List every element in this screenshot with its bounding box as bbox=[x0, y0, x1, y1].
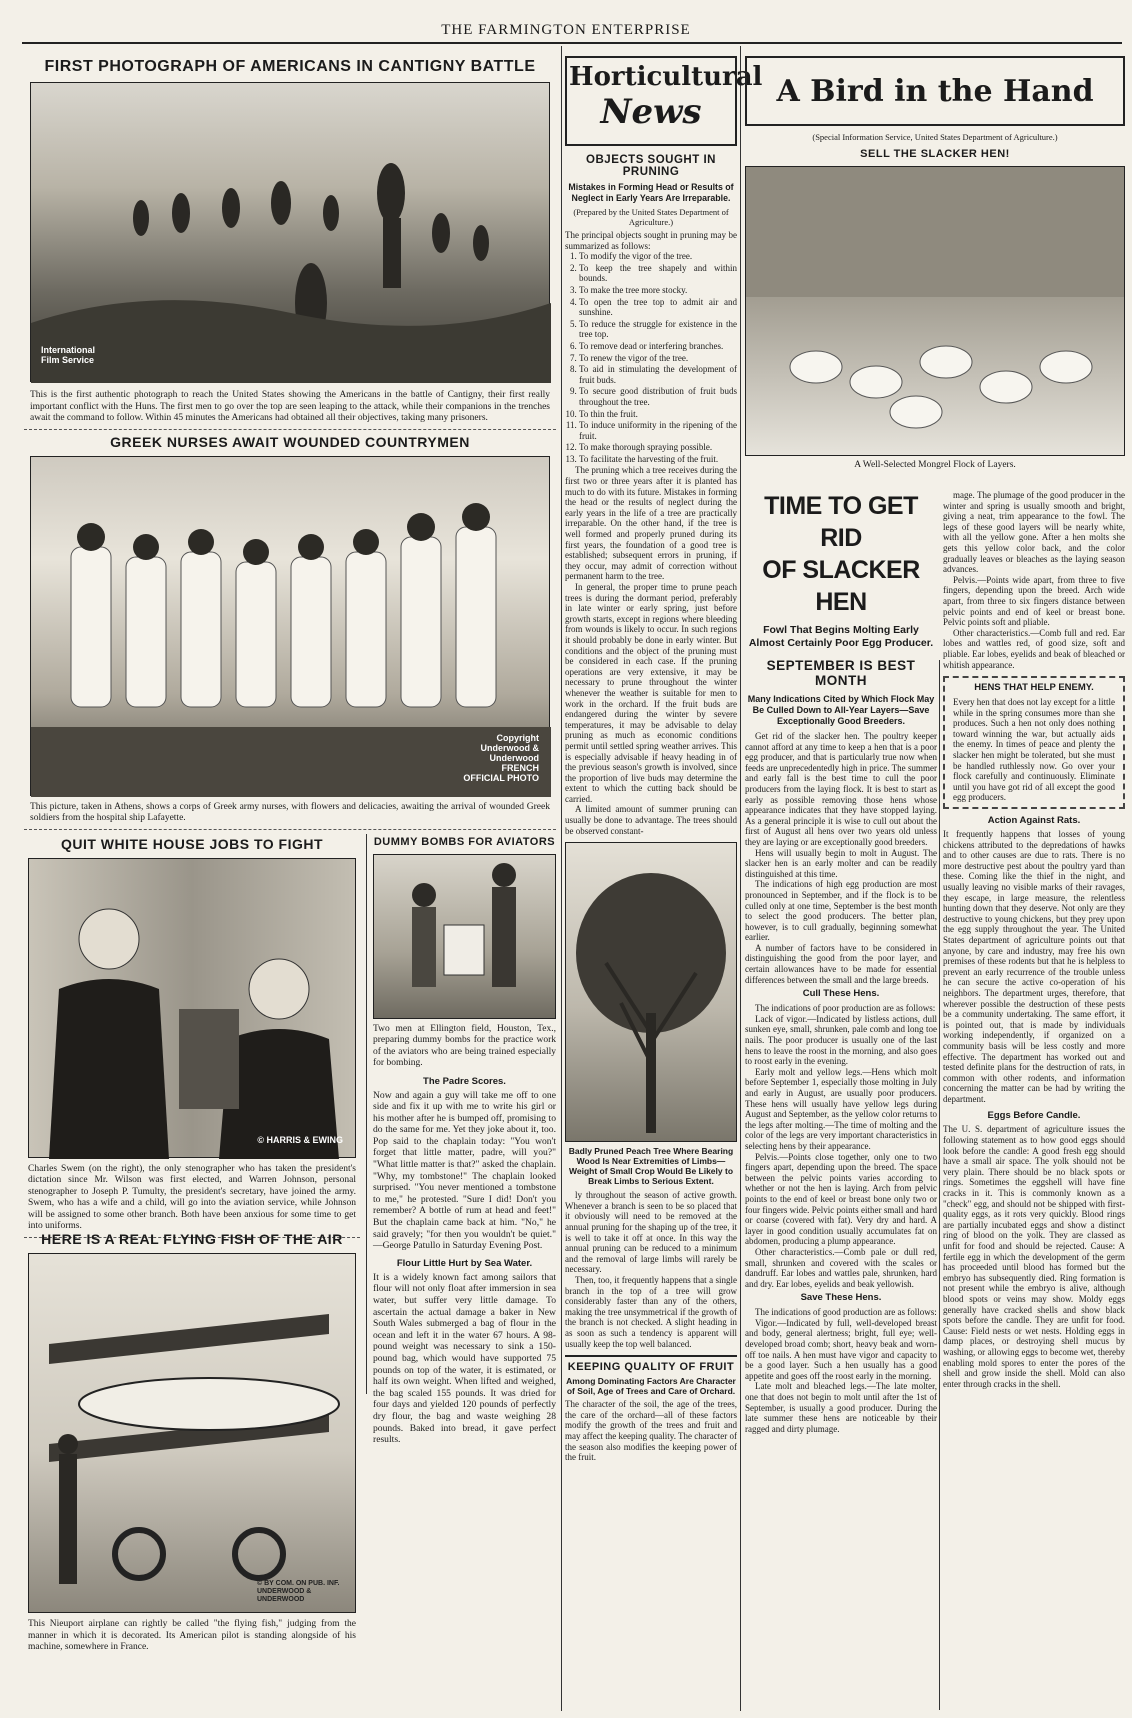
sell-slacker-headline: SELL THE SLACKER HEN! bbox=[860, 147, 1010, 160]
list-item: 13. To facilitate the harvesting of the fruit. bbox=[579, 454, 737, 465]
keeping-headline: KEEPING QUALITY OF FRUIT bbox=[567, 1361, 735, 1374]
paragraph: Lack of vigor.—Indicated by listless actions, dull sunken eye, small, shrunken, pale comb and long toe nails. The poor producer is usually one of the last hens to leave the roost in the morning, and also goes to roost early in the evening. bbox=[745, 1013, 937, 1067]
slacker-deck: Fowl That Begins Molting Early Almost Certainly Poor Egg Producer. bbox=[748, 624, 934, 649]
hens-illustration bbox=[746, 167, 1124, 457]
hen-flock-photo bbox=[745, 166, 1125, 456]
column-rule bbox=[939, 660, 940, 1710]
right-column bbox=[943, 490, 1125, 1710]
paragraph: A number of factors have to be considered in distinguishing the good from the poor layer, and certain allowances have to be made for essential differences between the small and the large breeds. bbox=[745, 942, 937, 985]
paragraph: Pelvis.—Points wide apart, from three to five fingers, depending upon the breed. Arch wide apart, from three to six fingers distance between pelvic points and end of keel or breast bone. Pelvic points soft and pliable. bbox=[943, 574, 1125, 628]
paragraph: Other characteristics.—Comb pale or dull red, small, shrunken and covered with the scales or dandruff. Ear lobes and wattles pale, shrunken, hard and dry. Ear lobes, eyelids and beak yellowish. bbox=[745, 1246, 937, 1289]
september-headline: SEPTEMBER IS BEST MONTH bbox=[766, 658, 916, 688]
paragraph: Then, too, it frequently happens that a single branch in the top of a tree will grow considerably faster than any of the others, making the tree unsymmetrical if the growth of the branch is not checked. A slight heading in as soon as such a tendency is apparent will usually keep the top well balanced. bbox=[565, 1275, 737, 1349]
padre-subhead: The Padre Scores. bbox=[423, 1075, 506, 1087]
airplane-photo bbox=[28, 1253, 356, 1613]
slacker-text bbox=[745, 731, 937, 1434]
rats-subhead: Action Against Rats. bbox=[987, 815, 1081, 827]
fish-headline: HERE IS A REAL FLYING FISH OF THE AIR bbox=[41, 1231, 343, 1247]
keeping-text: The character of the soil, the age of the trees, the care of the orchard—all of these factors modify the growth of the trees and fruit and may affect the keeping quality. The character of the season also modifies the keeping power of the fruit. bbox=[565, 1399, 738, 1463]
photo-section bbox=[24, 46, 556, 1711]
divider bbox=[565, 1355, 737, 1357]
paragraph: The indications of poor production are as follows: bbox=[755, 1003, 936, 1014]
keeping-deck: Among Dominating Factors Are Character of Soil, Age of Trees and Care of Orchard. bbox=[566, 1376, 736, 1397]
eggs-text: The U. S. department of agriculture issues the following statement as to how good eggs should look before the candle: A good fresh egg should have a small air space. The yolk should not be very plain. There should be no black spots or rings. Sometimes the eggshell will have fine cracks in it. This is commonly known as a "check" egg, and should not be shipped with first-quality eggs, as it rots very quickly. Blood rings are partially incubated eggs and show a distinct ring of blood on the yolk. They are classed as unfit for food and should be rejected. Cause: A fertile egg in which the development of the germ has proceeded until blood has formed but the embryo has subsequently died. Ring formation is not present while the embryo is alive, although blood spots or veins may show. Moldy eggs generally have cracked shells and show black spots before the candle. They are unfit for food. Cause: Field nests or wet nests. Holding eggs in damp places, or destroying shell mucus by washing, or allowing eggs to become wet, thereby enabling mold spores to enter the pores of the shell and grow inside the shell. Mold can also enter through cracks in the shell. bbox=[943, 1124, 1125, 1389]
fish-credit: © BY COM. ON PUB. INF. UNDERWOOD & UNDERWOOD bbox=[257, 1580, 340, 1603]
bird-service: (Special Information Service, United States Department of Agriculture.) bbox=[812, 132, 1058, 142]
list-item: 5. To reduce the struggle for existence in the tree top. bbox=[579, 319, 737, 340]
slacker-deck-2: Many Indications Cited by Which Flock May Be Culled Down to All-Year Layers—Save Exceptionally Good Breeders. bbox=[747, 694, 935, 726]
hens-help-enemy-box bbox=[943, 676, 1125, 809]
logo-word-news: News bbox=[600, 92, 702, 132]
paragraph: The indications of good production are as follows: bbox=[755, 1307, 937, 1318]
padre-text: Now and again a guy will take me off to one side and fix it up with me to write his girl or his mother after he is bumped off, promising to do the same for me. Yet they joke about it, too. Pop said to the chaplain today: "You won't forget that little matter, padre, will you?" "What little matter is that?" asked the chaplain. "Why, my tombstone!" The chaplain looked surprised. "You never mentioned a tombstone to me," he protested. "Sure I did! Don't you remember? A bottle of rum at head and feet!" But the chaplain came back at him. "No," he said gravely; "for then you wouldn't be quiet." —George Patullo in Saturday Evening Post. bbox=[373, 1089, 556, 1252]
rats-text: It frequently happens that losses of young chickens attributed to the depredations of hawks and to other causes are due to rats. There is no more destructive pest about the poultry yard than these. Coming like the thief in the night, and usually leaving no visible marks of their ravages, they escape, in large measure, the relentless hunting down that they deserve. Not only are they destructive to young chickens, but they prey upon the egg supply throughout the year. The United States department of agriculture points out that anyone, by care and industry, may free his own premises of these rodents but that he is helpless to prevent an early recurrence of the trouble unless he can secure the active co-operation of his neighbors. The department urges, therefore, that wherever possible the destruction of these pests be a community undertaking. The same effort, it is pointed out, that is made by individuals working independently, if organized on a community basis will be less costly and more effective. The department has worked out and tested definite plans for the destruction of rats, in common with other rodents, and information concerning the matter can be had by writing the department. bbox=[943, 829, 1125, 1104]
tree-illustration bbox=[566, 843, 736, 1143]
list-item: 7. To renew the vigor of the tree. bbox=[579, 353, 737, 364]
greek-credit: Copyright Underwood & Underwood FRENCH OFFICIAL PHOTO bbox=[463, 732, 539, 783]
list-item: 1. To modify the vigor of the tree. bbox=[579, 251, 737, 262]
airplane-illustration bbox=[29, 1254, 357, 1614]
cull-subhead: Cull These Hens. bbox=[802, 988, 880, 1000]
paragraph: Vigor.—Indicated by full, well-developed breast and body, general alertness; bright, full eye; well-developed broad comb; short, heavy beak and worn-off toe nails. A hen must have vigor and capacity to be a good layer. Such a hen usually has a good appetite and goes off the roost early in the morning. bbox=[745, 1317, 937, 1381]
list-item: 10. To thin the fruit. bbox=[579, 409, 737, 420]
bombs-story bbox=[366, 834, 556, 1446]
paragraph: Hens will usually begin to molt in August. The slacker hen is an early molter and can be readily distinguished at this time. bbox=[745, 847, 937, 879]
slacker-headline-line1: TIME TO GET RID bbox=[764, 492, 918, 552]
cantigny-photo bbox=[30, 82, 550, 382]
bird-headline: A Bird in the Hand bbox=[776, 73, 1094, 109]
slacker-headline-line2: OF SLACKER HEN bbox=[762, 556, 920, 616]
list-item: 4. To open the tree top to admit air and sunshine. bbox=[579, 297, 737, 318]
paragraph: Early molt and yellow legs.—Hens which molt before September 1, especially those molting in July and early in August, are usually poor producers. These hens will usually have yellow legs during August and September, as the yellow color returns to the legs after molting.—The time of molting and the color of the legs are very important characteristics in selecting hens by their appearance. bbox=[745, 1066, 937, 1151]
paragraph: A limited amount of summer pruning can usually be done to advantage. The trees should be observed constant- bbox=[565, 804, 737, 836]
greek-nurses-photo bbox=[30, 456, 550, 796]
box-headline: HENS THAT HELP ENEMY. bbox=[974, 682, 1094, 694]
slacker-text-continued bbox=[943, 490, 1125, 670]
paragraph: Get rid of the slacker hen. The poultry keeper cannot afford at any time to keep a hen that is a poor egg producer, and that is particularly true now when feeds are unprecedentedly high in price. The summer and early fall is the best time to cull the poor producers from the laying flock. It is best to start as early as possible removing those hens whose appearance indicates that they have stopped laying. As a general principle it is wise to cull out about the first of August all hens over two years old unless they are laying or are exceptionally good breeders. bbox=[745, 731, 937, 847]
list-item: 2. To keep the tree shapely and within bounds. bbox=[579, 263, 737, 284]
fish-caption: This Nieuport airplane can rightly be called "the flying fish," judging from the manner in which it is decorated. Its American pilot is standing alongside of his machine, somewhere in France. bbox=[28, 1619, 356, 1652]
divider bbox=[24, 429, 556, 430]
paragraph: In general, the proper time to prune peach trees is during the dormant period, preferably in late winter or early spring, just before growth starts, except in regions where bleeding from wounds is likely to occur. In such regions it should probably be done in early winter. But conditions and the object of the pruning must be considered in each case. If the pruning operations are very extensive, it may be necessary to prune throughout the winter whenever the weather is suitable for men to work in the orchard. If the fruit buds are endangered during the winter by severe temperatures, it may be advisable to delay pruning as much as economic conditions permit until settled spring weather arrives. This is especially advisable if heavy heading in of the previous season's growth is involved, since the proportion of live buds may determine the extent to which the cutting back should be carried. bbox=[565, 582, 737, 804]
cantigny-caption: This is the first authentic photograph to reach the United States showing the Americans in the battle of Cantigny, their first really important conflict with the Huns. The first men to go over the top are seen leaping to the attack, while their companions in the trenches await the command to follow. Within 45 minutes the Americans had obtained all their objectives, taking many prisoners. bbox=[30, 390, 550, 423]
list-item: 12. To make thorough spraying possible. bbox=[579, 442, 737, 453]
logo-word-horticultural: Horticultural bbox=[569, 62, 763, 92]
horticultural-column bbox=[565, 46, 763, 1711]
bombs-caption: Two men at Ellington field, Houston, Tex., preparing dummy bombs for the practice work of the aviators who are being trained especially for bombing. bbox=[373, 1023, 556, 1068]
pruning-text-continued bbox=[565, 1190, 737, 1349]
pruning-headline: OBJECTS SOUGHT IN PRUNING bbox=[586, 154, 716, 178]
masthead: THE FARMINGTON ENTERPRISE bbox=[441, 22, 691, 38]
bird-in-hand-story bbox=[745, 46, 1125, 506]
greek-caption: This picture, taken in Athens, shows a corps of Greek army nurses, with flowers and delicacies, awaiting the arrival of wounded Greek soldiers from the hospital ship Lafayette. bbox=[30, 801, 550, 823]
list-item: 3. To make the tree more stocky. bbox=[579, 285, 737, 296]
paragraph: The indications of high egg production are most pronounced in September, and if the flock is to be culled only at one time, September is the best month to select the good producers. The better plan, however, is to cull gradually, beginning somewhat earlier. bbox=[745, 879, 937, 943]
flour-text: It is a widely known fact among sailors that flour will not only float after immersion in sea water, but suffer very little damage. To ascertain the actual damage a baker in New South Wales submerged a bag of flour in the ocean and left it in the water 67 hours. A 98-pound weight was necessary to sink a 150-pound bag, which would have supported 75 pounds on top of the water, it is estimated, or half its own weight. When lifted and weighed, the bag scaled 155 pounds. It was dried for four days and yielded 120 pounds of perfectly dry flour, the bag and waste weighing 28 pounds. Baked into bread, it gave perfect results. bbox=[373, 1271, 556, 1446]
whitehouse-caption: Charles Swem (on the right), the only stenographer who has taken the president's dictation since Mr. Wilson was first elected, and Warren Johnson, personal stenographer to Joseph P. Tumulty, the president's secretary, have joined the army. Swem, who has a wife and a child, will go into the aviation service, while Johnson will be assigned to some other branch. Both have been anxious for some time to get into uniforms. bbox=[28, 1163, 356, 1231]
peach-tree-photo bbox=[565, 842, 737, 1142]
soldiers-illustration bbox=[31, 83, 551, 383]
list-item: 9. To secure good distribution of fruit buds throughout the tree. bbox=[579, 386, 737, 407]
pruning-text bbox=[565, 465, 737, 836]
flour-subhead: Flour Little Hurt by Sea Water. bbox=[396, 1257, 533, 1269]
column-rule bbox=[561, 46, 562, 1711]
flying-fish-story bbox=[24, 1231, 360, 1654]
tree-caption: Badly Pruned Peach Tree Where Bearing Wood Is Near Extremities of Limbs—Weight of Small Crop Would Be Likely to Break Limbs to Serious Extent. bbox=[568, 1146, 734, 1187]
box-text: Every hen that does not lay except for a little while in the spring consumes more than she produces. Such a hen not only does nothing toward winning the war, but actually aids the enemy. In times of peace and plenty the slacker hen might be tolerated, but she must be handled ruthlessly now. Go over your flock carefully and continuously. Eliminate until you have got rid of all except the good egg producers. bbox=[953, 697, 1115, 803]
column-rule bbox=[740, 46, 741, 1711]
save-subhead: Save These Hens. bbox=[800, 1292, 882, 1304]
bombs-headline: DUMMY BOMBS FOR AVIATORS bbox=[373, 835, 556, 848]
paragraph: Late molt and bleached legs.—The late molter, one that does not begin to molt until after the 1st of September, is usually a good producer. During the late summer these hens are noticeable by their ragged and dirty plumage. bbox=[745, 1381, 937, 1434]
paragraph: Pelvis.—Points close together, only one to two fingers apart, depending upon the breed. The space between the pelvic points varies according to whether or not the hen is laying. Arch from pelvic points to the end of keel or breast bone only two or four fingers wide. Pelvic points either small and hard or coarse (covered with fat). Very dry and hard. A layer in good condition usually accumulates fat on abdomen, producing a plump appearance. bbox=[745, 1151, 937, 1247]
divider bbox=[24, 829, 556, 830]
cantigny-headline: FIRST PHOTOGRAPH OF AMERICANS IN CANTIGNY BATTLE bbox=[44, 58, 536, 75]
slacker-headline bbox=[745, 490, 937, 618]
horticultural-logo bbox=[565, 56, 763, 146]
bomb-workers-illustration bbox=[374, 855, 556, 1020]
paragraph: The pruning which a tree receives during the first two or three years after it is planted has much to do with its future. Mistakes in forming the head or the results of neglect during the early years in the life of a tree are practically irreparable. On the other hand, if the tree is well formed and properly pruned during its first years, the foundation of a good tree is established; subsequent errors in pruning, if they occur, may admit of correction without permanent harm to the tree. bbox=[565, 465, 737, 582]
whitehouse-story bbox=[24, 834, 360, 1242]
list-item: 11. To induce uniformity in the ripening of the fruit. bbox=[579, 420, 737, 441]
cantigny-credit: International Film Service bbox=[41, 345, 96, 365]
stenographers-photo bbox=[28, 858, 356, 1158]
paragraph: Other characteristics.—Comb full and red. Ear lobes and wattles red, of good size, soft and pliable. Ear lobes, eyelids and beak of bleached or whitish appearance. bbox=[943, 627, 1125, 670]
whitehouse-credit: © HARRIS & EWING bbox=[257, 1134, 343, 1145]
hen-flock-caption: A Well-Selected Mongrel Flock of Layers. bbox=[854, 459, 1016, 470]
list-item: 6. To remove dead or interfering branches. bbox=[579, 341, 737, 352]
top-rule bbox=[22, 42, 1122, 44]
paragraph: mage. The plumage of the good producer in the winter and spring is usually smooth and bright, giving a neat, trim appearance to the fowl. The legs of these good layers will be nearly white, with all the yellow gone. After a hen molts she gets this yellow color back, and the color gradually leaves or bleaches as the laying season advances. bbox=[943, 490, 1125, 575]
prepared-by: (Prepared by the United States Department of Agriculture.) bbox=[573, 207, 729, 227]
greek-headline: GREEK NURSES AWAIT WOUNDED COUNTRYMEN bbox=[110, 433, 470, 450]
paragraph: ly throughout the season of active growth. Whenever a branch is seen to be so placed that it obviously will need to be removed at the annual pruning for the shaping up of the tree, it is well to take it off at once. In this way the annual pruning can be reduced to a minimum and the removal of large limbs will rarely be necessary. bbox=[565, 1190, 737, 1275]
pruning-objects-list bbox=[565, 251, 737, 464]
pruning-deck: Mistakes in Forming Head or Results of Neglect in Early Years Are Irreparable. bbox=[568, 182, 734, 203]
whitehouse-headline: QUIT WHITE HOUSE JOBS TO FIGHT bbox=[60, 835, 324, 852]
bird-banner bbox=[745, 56, 1125, 126]
two-men-illustration bbox=[29, 859, 357, 1159]
eggs-subhead: Eggs Before Candle. bbox=[987, 1110, 1081, 1122]
list-item: 8. To aid in stimulating the development of fruit buds. bbox=[579, 364, 737, 385]
pruning-intro: The principal objects sought in pruning may be summarized as follows: bbox=[565, 230, 737, 251]
dummy-bombs-photo bbox=[373, 854, 556, 1019]
slacker-hen-column bbox=[745, 490, 937, 1710]
